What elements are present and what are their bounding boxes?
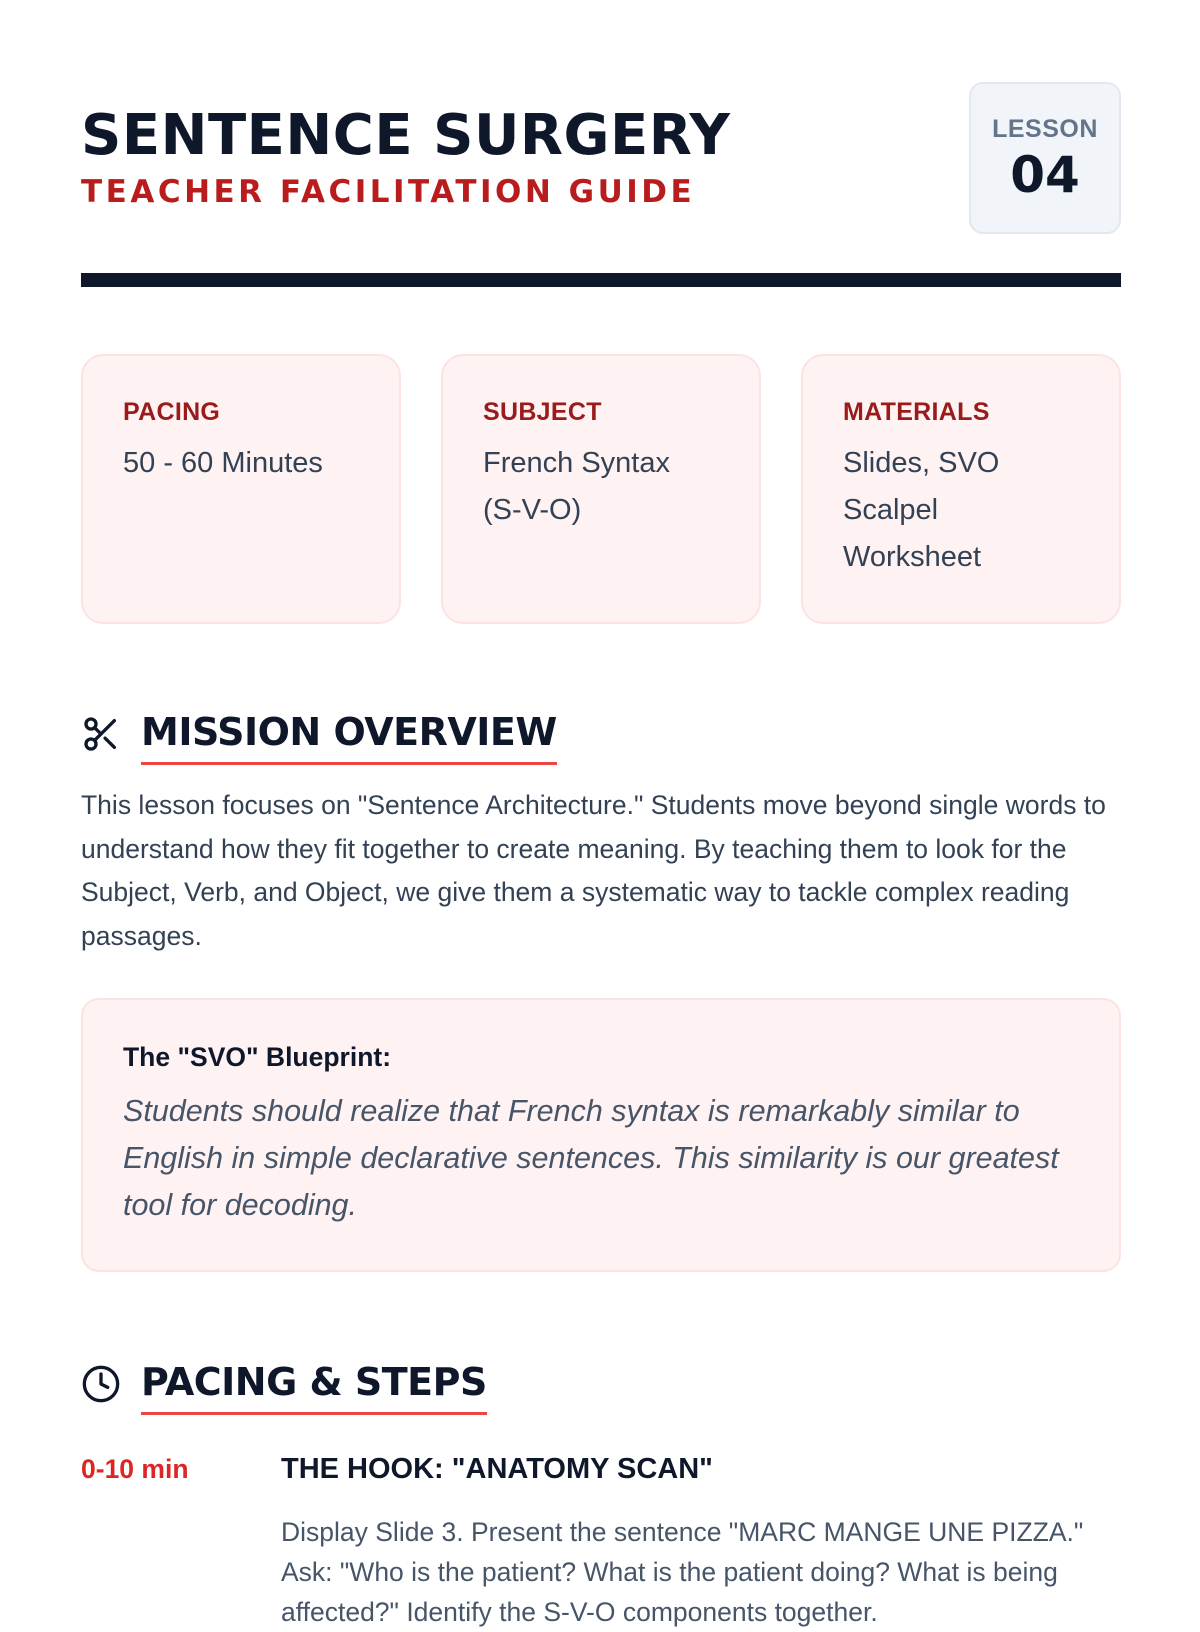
info-card-value: 50 - 60 Minutes (123, 447, 323, 479)
lesson-label: LESSON (992, 115, 1098, 143)
header-divider (81, 273, 1121, 287)
info-card-subject (441, 354, 761, 624)
info-card-label: MATERIALS (843, 398, 990, 426)
info-card-materials (801, 354, 1121, 624)
lesson-badge (969, 82, 1121, 234)
section-title-pacing: PACING & STEPS (141, 1356, 487, 1415)
scissors-icon (81, 714, 121, 754)
callout-title: The "SVO" Blueprint: (123, 1042, 392, 1072)
info-card-label: SUBJECT (483, 398, 602, 426)
info-card-value: French Syntax (S-V-O) (483, 447, 670, 526)
page-title: SENTENCE SURGERY (81, 103, 731, 168)
lesson-guide-page (81, 0, 1121, 1627)
guide-header (81, 82, 1121, 234)
info-cards (81, 354, 1121, 624)
mission-overview-text: This lesson focuses on "Sentence Architecture." Students move beyond single words to understand how they fit together to create meaning. By teaching them to look for the Subject, Verb, and Object, we give them a systematic way to tackle complex reading passages. (81, 790, 1106, 951)
info-card-pacing (81, 354, 401, 624)
info-card-label: PACING (123, 398, 221, 426)
section-title-mission: MISSION OVERVIEW (141, 706, 557, 765)
clock-icon (81, 1364, 121, 1404)
lesson-number: 04 (1010, 146, 1080, 204)
info-card-value: Slides, SVO Scalpel Worksheet (843, 447, 1000, 573)
page-subtitle: TEACHER FACILITATION GUIDE (81, 174, 696, 210)
step-title: THE HOOK: "ANATOMY SCAN" (281, 1453, 713, 1485)
step-body: Display Slide 3. Present the sentence "MARC MANGE UNE PIZZA." Ask: "Who is the patient? What is the patient doing? What is being affected?" Identify the S-V-O components together. (281, 1517, 1084, 1627)
svo-blueprint-callout (81, 998, 1121, 1272)
callout-text: Students should realize that French syntax is remarkably similar to English in simple declarative sentences. This similarity is our greatest tool for decoding. (123, 1094, 1059, 1222)
step-time: 0-10 min (81, 1454, 189, 1484)
